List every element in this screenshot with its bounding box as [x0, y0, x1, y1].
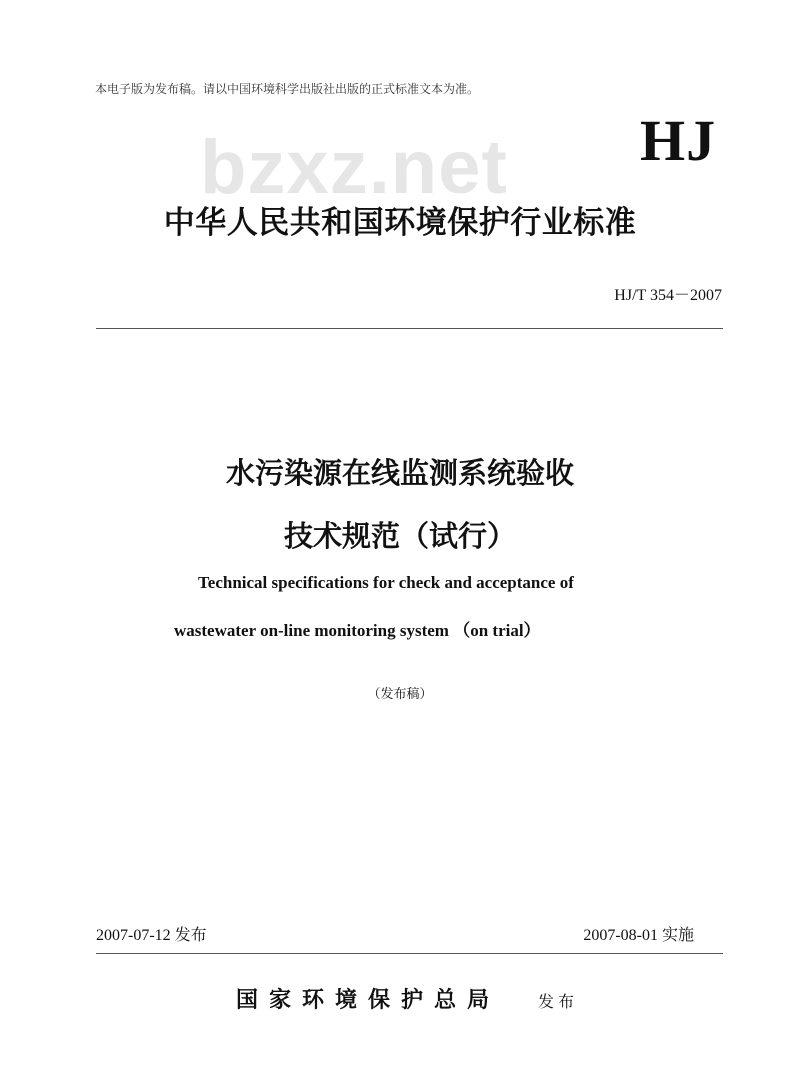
publisher-name: 国家环境保护总局: [236, 988, 501, 1013]
standard-code: HJ/T 354－2007: [614, 287, 722, 304]
publisher-suffix: 发布: [538, 992, 579, 1011]
bottom-divider: [96, 953, 723, 954]
watermark: bzxz.net: [200, 125, 508, 210]
draft-status: （发布稿）: [367, 687, 433, 702]
issue-date: 2007-07-12 发布: [96, 927, 207, 944]
english-title-line-1: Technical specifications for check and acceptance of: [198, 573, 574, 592]
standard-category-title: 中华人民共和国环境保护行业标准: [163, 205, 637, 241]
english-title-line-2: wastewater on-line monitoring system （on trial）: [174, 621, 541, 640]
hj-logo: HJ: [640, 108, 717, 173]
implementation-date: 2007-08-01 实施: [583, 927, 694, 944]
chinese-title-line-2: 技术规范（试行）: [283, 519, 516, 553]
chinese-title-line-1: 水污染源在线监测系统验收: [225, 456, 574, 490]
release-notice: 本电子版为发布稿。请以中国环境科学出版社出版的正式标准文本为准。: [95, 82, 480, 96]
top-divider: [96, 328, 723, 329]
